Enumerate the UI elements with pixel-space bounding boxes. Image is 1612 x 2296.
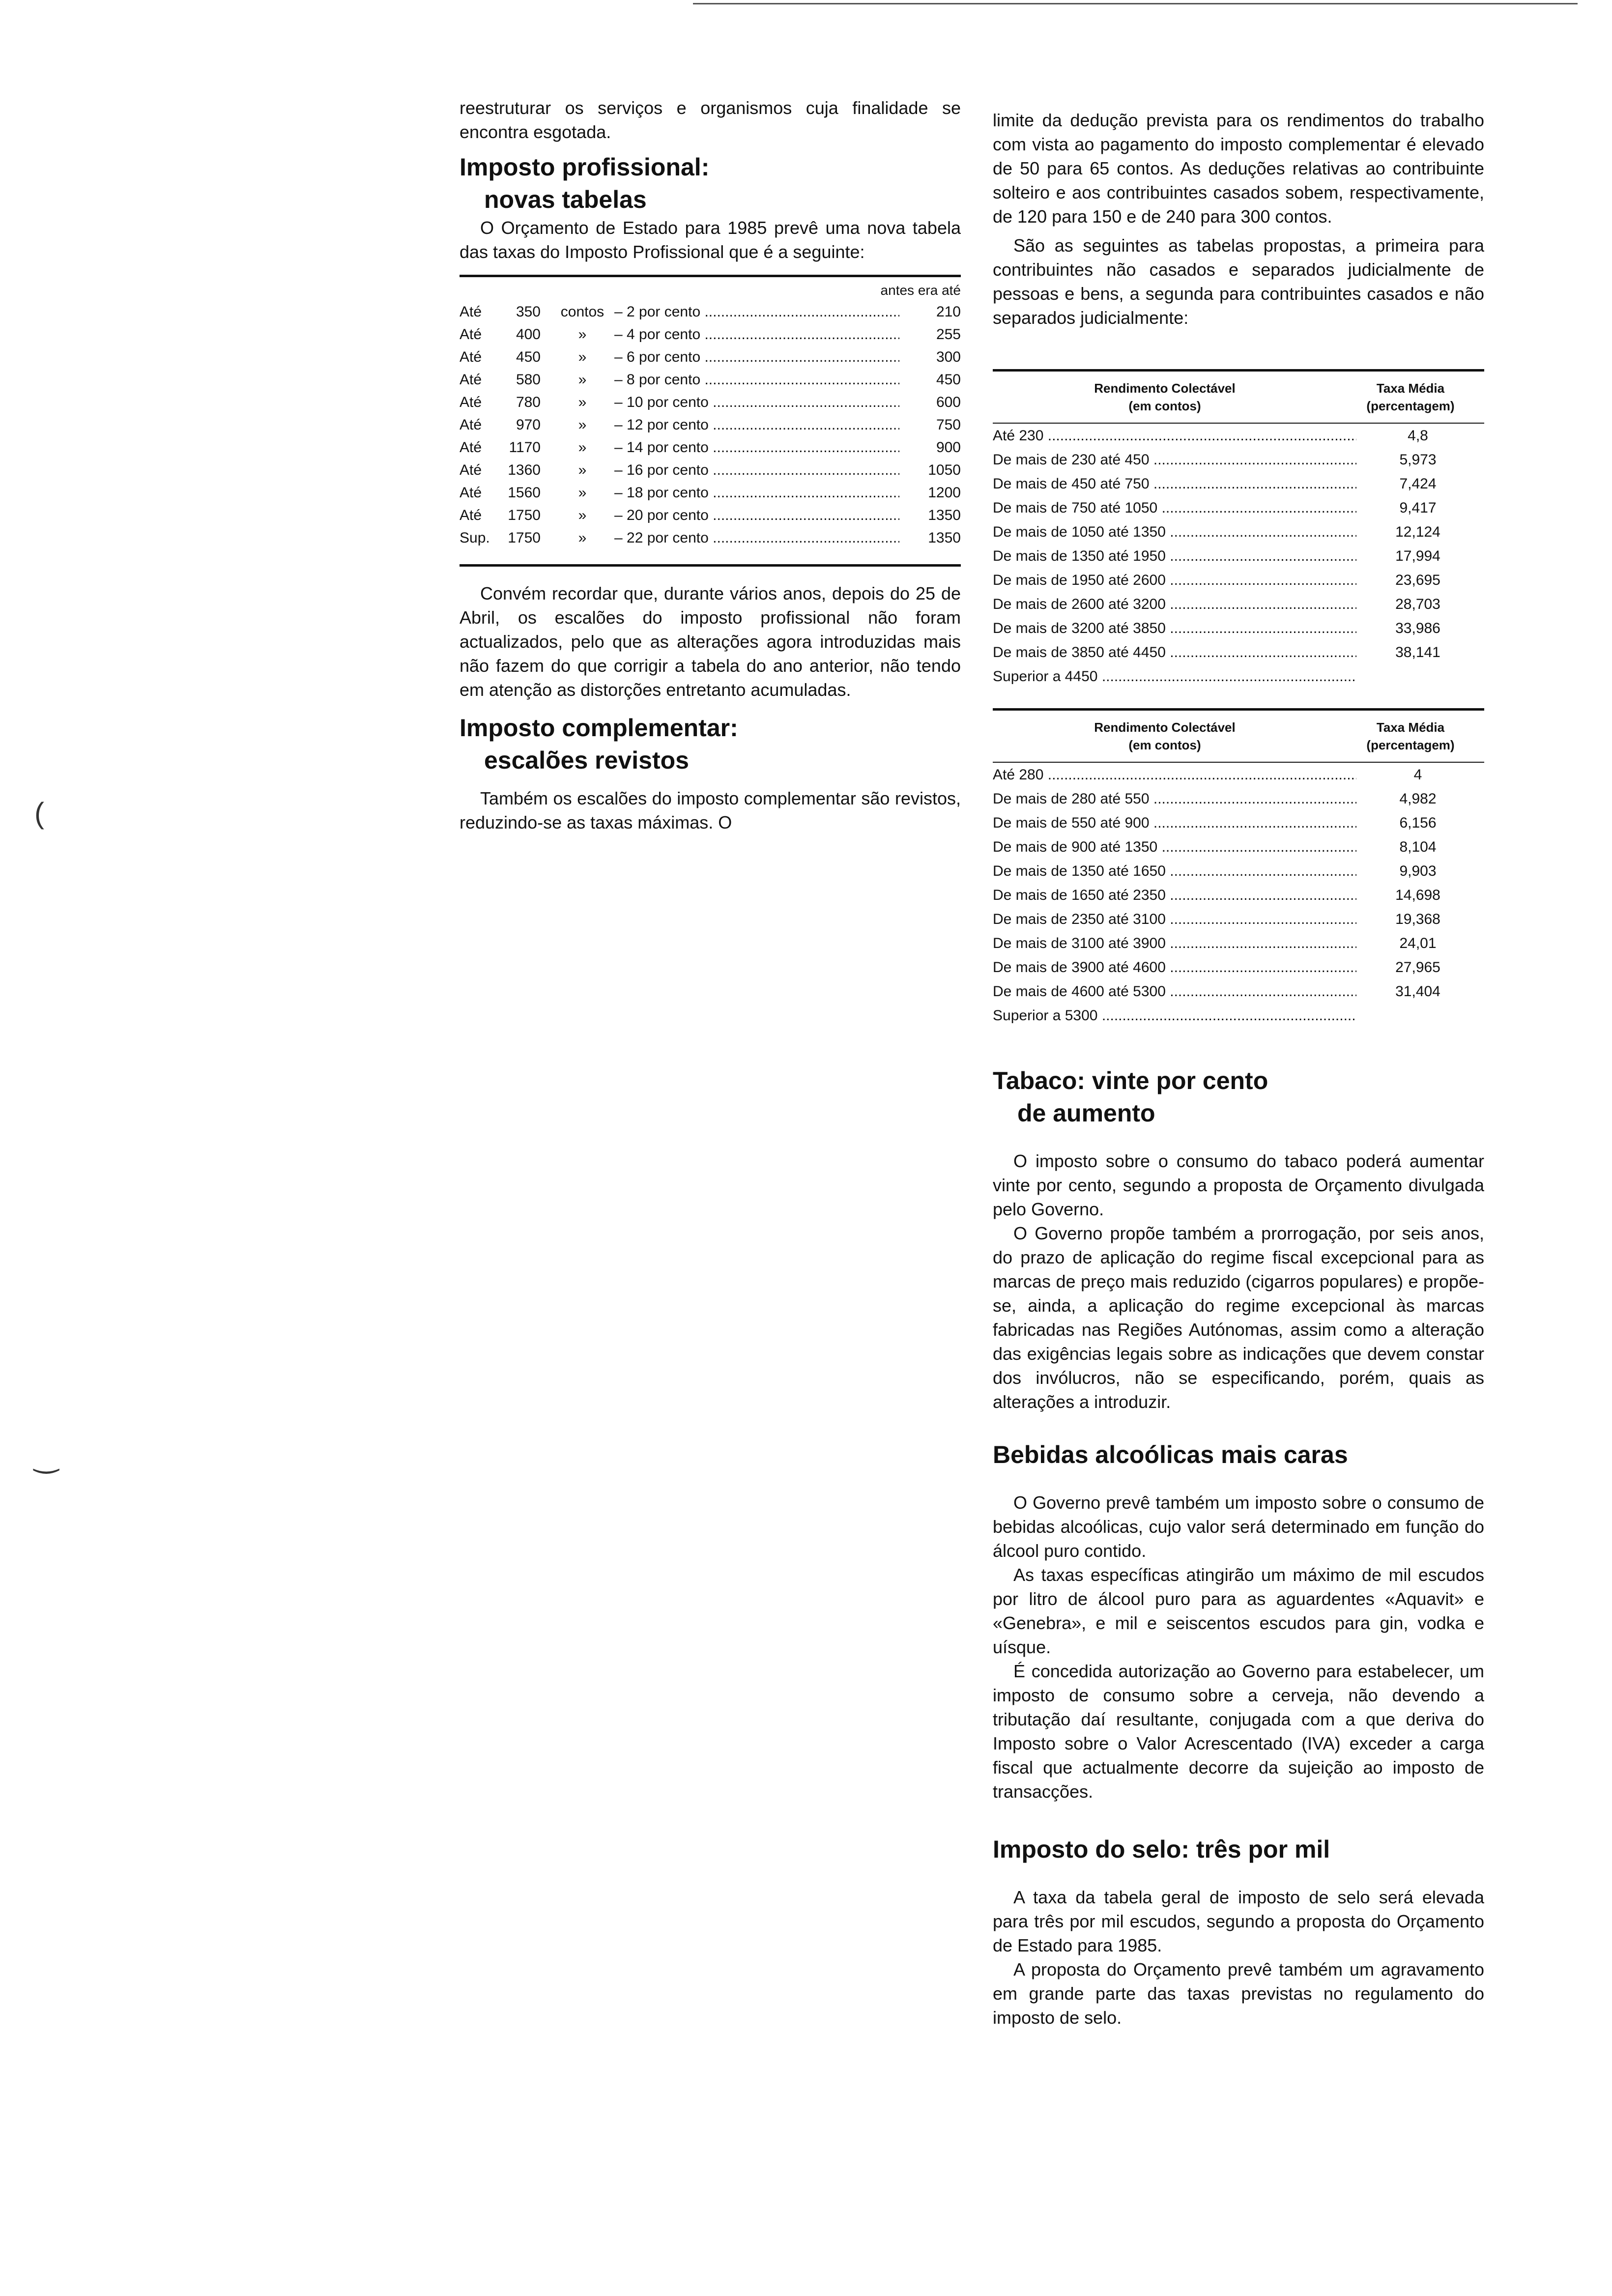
- cell-unit: »: [578, 507, 587, 523]
- cell-rendimento: De mais de 3200 até 3850 .....: [993, 616, 1356, 640]
- cell-old-value: 900: [936, 439, 961, 456]
- cell-rendimento: De mais de 1950 até 2600 .....: [993, 568, 1356, 592]
- col-header-rendimento: Rendimento Colectável (em contos): [1094, 381, 1236, 413]
- paragraph: A proposta do Orçamento prevê também um agravamento em grande parte das taxas previstas no regulamento do imposto de selo.: [993, 1959, 1484, 2028]
- heading-line: novas tabelas: [484, 186, 647, 213]
- cell-rendimento: De mais de 900 até 1350 .....: [993, 835, 1356, 859]
- paragraph: O Orçamento de Estado para 1985 prevê uma nova tabela das taxas do Imposto Profissional que é a seguinte:: [460, 218, 961, 262]
- cell-taxa: 9,417: [1399, 500, 1437, 516]
- cell-rendimento: De mais de 230 até 450 .....: [993, 448, 1356, 472]
- cell-taxa: [1356, 664, 1484, 689]
- cell-unit: »: [578, 326, 587, 343]
- heading-tabaco: [993, 1064, 1484, 1129]
- cell-taxa: 27,965: [1395, 959, 1440, 976]
- cell-value: 970: [516, 417, 541, 433]
- heading-line: Imposto complementar:: [460, 714, 738, 742]
- cell-taxa: 14,698: [1395, 887, 1440, 903]
- cell-rate: – 14 por cento .....: [614, 436, 899, 459]
- paragraph: O imposto sobre o consumo do tabaco poderá aumentar vinte por cento, segundo a proposta de Orçamento divulgada pelo Governo.: [993, 1151, 1484, 1219]
- table-row: [993, 811, 1484, 835]
- table-row: [993, 1004, 1484, 1028]
- cell-taxa: 7,424: [1399, 476, 1437, 492]
- cell-rendimento: Até 280 .....: [993, 763, 1356, 787]
- table-row: [993, 616, 1484, 640]
- table-row: [993, 787, 1484, 811]
- cell-taxa: [1356, 1004, 1484, 1028]
- table-row: [993, 520, 1484, 544]
- heading-line: Tabaco: vinte por cento: [993, 1067, 1268, 1094]
- cell-ate: Até: [460, 439, 482, 456]
- paragraph: Também os escalões do imposto complementar são revistos, reduzindo-se as taxas máximas. O: [460, 788, 961, 832]
- paragraph: A taxa da tabela geral de imposto de selo será elevada para três por mil escudos, segundo a proposta do Orçamento de Estado para 1985.: [993, 1887, 1484, 1955]
- cell-rendimento: De mais de 2350 até 3100 .....: [993, 907, 1356, 931]
- cell-value: 780: [516, 394, 541, 410]
- cell-old-value: 1350: [928, 530, 961, 546]
- cell-taxa: 9,903: [1399, 863, 1437, 879]
- paragraph: As taxas específicas atingirão um máximo de mil escudos por litro de álcool puro para as aguardentes «Aquavit» e «Genebra», e mil e seiscentos escudos para gin, vodka e uísque.: [993, 1565, 1484, 1657]
- cell-rate: – 16 por cento .....: [614, 459, 899, 482]
- cell-ate: Até: [460, 326, 482, 343]
- table-row: [993, 835, 1484, 859]
- table-row: [460, 436, 961, 459]
- table-row: [460, 301, 961, 323]
- cell-value: 580: [516, 372, 541, 388]
- cell-taxa: 28,703: [1395, 596, 1440, 612]
- cell-value: 1750: [508, 530, 541, 546]
- table-header-row: [993, 379, 1484, 415]
- table-rule: [993, 369, 1484, 372]
- top-edge-line: [693, 3, 1578, 4]
- cell-ate: Até: [460, 462, 482, 478]
- cell-taxa: 23,695: [1395, 572, 1440, 588]
- cell-old-value: 255: [936, 326, 961, 343]
- cell-unit: »: [578, 462, 587, 478]
- cell-rendimento: De mais de 550 até 900 .....: [993, 811, 1356, 835]
- cell-unit: »: [578, 349, 587, 365]
- tax-table-profissional: [460, 301, 961, 549]
- paragraph: São as seguintes as tabelas propostas, a primeira para contribuintes não casados e separados judicialmente de pessoas e bens, a segunda para contribuintes casados e não separados judicialmente:: [993, 235, 1484, 328]
- cell-old-value: 450: [936, 372, 961, 388]
- cell-taxa: 4,8: [1408, 428, 1428, 444]
- cell-old-value: 1050: [928, 462, 961, 478]
- col-header-taxa: Taxa Média (percentagem): [1366, 381, 1455, 413]
- table-row: [993, 544, 1484, 568]
- cell-value: 350: [516, 304, 541, 320]
- paragraph: limite da dedução prevista para os rendimentos do trabalho com vista ao pagamento do imposto complementar é elevado de 50 para 65 contos. As deduções relativas ao contribuinte solteiro e aos contribuintes casados sobem, respectivamente, de 120 para 150 e de 240 para 300 contos.: [993, 110, 1484, 227]
- margin-mark: ‿: [34, 1440, 58, 1473]
- cell-ate: Até: [460, 304, 482, 320]
- cell-unit: »: [578, 372, 587, 388]
- cell-old-value: 600: [936, 394, 961, 410]
- table-row: [993, 424, 1484, 448]
- cell-value: 400: [516, 326, 541, 343]
- cell-old-value: 300: [936, 349, 961, 365]
- cell-unit: contos: [560, 304, 604, 320]
- table-row: [460, 414, 961, 436]
- cell-taxa: 6,156: [1399, 815, 1437, 831]
- cell-value: 450: [516, 349, 541, 365]
- cell-taxa: 17,994: [1395, 548, 1440, 564]
- right-column: [993, 108, 1484, 2030]
- cell-taxa: 4,982: [1399, 791, 1437, 807]
- cell-ate: Até: [460, 485, 482, 501]
- margin-mark: (: [34, 797, 44, 830]
- table-row: [460, 323, 961, 346]
- cell-rate: – 4 por cento .....: [614, 323, 899, 346]
- table-header-row: [993, 718, 1484, 754]
- cell-unit: »: [578, 417, 587, 433]
- cell-rendimento: De mais de 1650 até 2350 .....: [993, 883, 1356, 907]
- table-row: [993, 472, 1484, 496]
- table-row: [993, 592, 1484, 616]
- cell-taxa: 31,404: [1395, 983, 1440, 1000]
- cell-value: 1750: [508, 507, 541, 523]
- cell-rendimento: Superior a 5300 .....: [993, 1004, 1356, 1028]
- table-row: [993, 883, 1484, 907]
- cell-ate: Até: [460, 417, 482, 433]
- cell-old-value: 210: [936, 304, 961, 320]
- heading-imposto-selo: Imposto do selo: três por mil: [993, 1836, 1330, 1863]
- cell-ate: Até: [460, 349, 482, 365]
- cell-ate: Até: [460, 372, 482, 388]
- cell-old-value: 750: [936, 417, 961, 433]
- cell-old-value: 1200: [928, 485, 961, 501]
- cell-rate: – 12 por cento .....: [614, 414, 899, 436]
- cell-rendimento: De mais de 2600 até 3200 .....: [993, 592, 1356, 616]
- table-row: [993, 496, 1484, 520]
- cell-rendimento: De mais de 1350 até 1950 .....: [993, 544, 1356, 568]
- table-row: [460, 527, 961, 549]
- col-header-rendimento: Rendimento Colectável (em contos): [1094, 720, 1236, 752]
- paragraph: É concedida autorização ao Governo para estabelecer, um imposto de consumo sobre a cerveja, não devendo a tributação daí resultante, conjugada com a que deriva do Imposto sobre o Valor Acrescentado (IVA) exceder a carga fiscal que actualmente decorre da sujeição ao imposto de transacções.: [993, 1661, 1484, 1802]
- table-row: [993, 448, 1484, 472]
- cell-unit: »: [578, 394, 587, 410]
- table-header: antes era até: [880, 283, 961, 298]
- table-rule: [993, 708, 1484, 711]
- table-row: [993, 640, 1484, 664]
- cell-rendimento: De mais de 3850 até 4450 .....: [993, 640, 1356, 664]
- cell-taxa: 24,01: [1399, 935, 1437, 951]
- cell-ate: Até: [460, 394, 482, 410]
- cell-rendimento: De mais de 1050 até 1350 .....: [993, 520, 1356, 544]
- table-row: [460, 346, 961, 369]
- intro-paragraph: reestruturar os serviços e organismos cuja finalidade se encontra esgotada.: [460, 98, 961, 142]
- cell-taxa: 8,104: [1399, 839, 1437, 855]
- heading-line: Imposto profissional:: [460, 153, 710, 181]
- table-row: [993, 955, 1484, 979]
- cell-taxa: 4: [1413, 767, 1422, 783]
- cell-rate: – 8 por cento .....: [614, 369, 899, 391]
- cell-rendimento: Superior a 4450 .....: [993, 664, 1356, 689]
- tax-table-casados: [993, 763, 1484, 1028]
- col-header-taxa: Taxa Média (percentagem): [1366, 720, 1455, 752]
- cell-old-value: 1350: [928, 507, 961, 523]
- paragraph: O Governo prevê também um imposto sobre o consumo de bebidas alcoólicas, cujo valor será determinado em função do álcool puro contido.: [993, 1492, 1484, 1561]
- heading-line: escalões revistos: [484, 746, 689, 774]
- table-row: [993, 907, 1484, 931]
- cell-value: 1170: [509, 439, 541, 456]
- paragraph: Convém recordar que, durante vários anos, depois do 25 de Abril, os escalões do imposto profissional não foram actualizados, pelo que as alterações agora introduzidas mais não fazem do que corrigir a tabela do ano anterior, não tendo em atenção as distorções entretanto acumuladas.: [460, 583, 961, 700]
- cell-rendimento: De mais de 3100 até 3900 .....: [993, 931, 1356, 955]
- cell-rate: – 10 por cento .....: [614, 391, 899, 414]
- tax-table-nao-casados: [993, 424, 1484, 689]
- cell-unit: »: [578, 530, 587, 546]
- paragraph: O Governo propõe também a prorrogação, por seis anos, do prazo de aplicação do regime fiscal excepcional para as marcas de preço mais reduzido (cigarros populares) e propõe-se, ainda, a aplicação do regime excepcional às marcas fabricadas nas Regiões Autónomas, assim como a alteração das exigências legais sobre as indicações que devem constar dos invólucros, não se especificando, porém, quais as alterações a introduzir.: [993, 1223, 1484, 1412]
- cell-rate: – 18 por cento .....: [614, 482, 899, 504]
- cell-unit: »: [578, 439, 587, 456]
- cell-taxa: 33,986: [1395, 620, 1440, 636]
- left-column: [460, 96, 961, 834]
- cell-rate: – 6 por cento .....: [614, 346, 899, 369]
- cell-unit: »: [578, 485, 587, 501]
- cell-rendimento: De mais de 280 até 550 .....: [993, 787, 1356, 811]
- cell-rendimento: De mais de 750 até 1050 .....: [993, 496, 1356, 520]
- table-row: [993, 763, 1484, 787]
- table-row: [460, 391, 961, 414]
- cell-taxa: 38,141: [1395, 644, 1440, 660]
- cell-rendimento: De mais de 3900 até 4600 .....: [993, 955, 1356, 979]
- cell-value: 1560: [508, 485, 541, 501]
- cell-taxa: 19,368: [1395, 911, 1440, 927]
- table-row: [460, 369, 961, 391]
- cell-taxa: 5,973: [1399, 452, 1437, 468]
- cell-rate: – 2 por cento .....: [614, 301, 899, 323]
- cell-rate: – 20 por cento .....: [614, 504, 899, 527]
- table-row: [460, 482, 961, 504]
- table-row: [993, 859, 1484, 883]
- cell-rendimento: De mais de 1350 até 1650 .....: [993, 859, 1356, 883]
- cell-rendimento: De mais de 4600 até 5300 .....: [993, 979, 1356, 1004]
- heading-bebidas: Bebidas alcoólicas mais caras: [993, 1441, 1348, 1468]
- heading-line: de aumento: [1017, 1099, 1155, 1127]
- table-row: [993, 979, 1484, 1004]
- cell-rendimento: Até 230 .....: [993, 424, 1356, 448]
- cell-rendimento: De mais de 450 até 750 .....: [993, 472, 1356, 496]
- table-row: [993, 664, 1484, 689]
- cell-ate: Sup.: [460, 530, 490, 546]
- cell-ate: Até: [460, 507, 482, 523]
- heading-imposto-profissional: [460, 151, 961, 216]
- table-row: [993, 568, 1484, 592]
- table-row: [993, 931, 1484, 955]
- heading-imposto-complementar: [460, 712, 961, 776]
- cell-taxa: 12,124: [1395, 524, 1440, 540]
- cell-rate: – 22 por cento .....: [614, 527, 899, 549]
- table-row: [460, 504, 961, 527]
- cell-value: 1360: [508, 462, 541, 478]
- table-row: [460, 459, 961, 482]
